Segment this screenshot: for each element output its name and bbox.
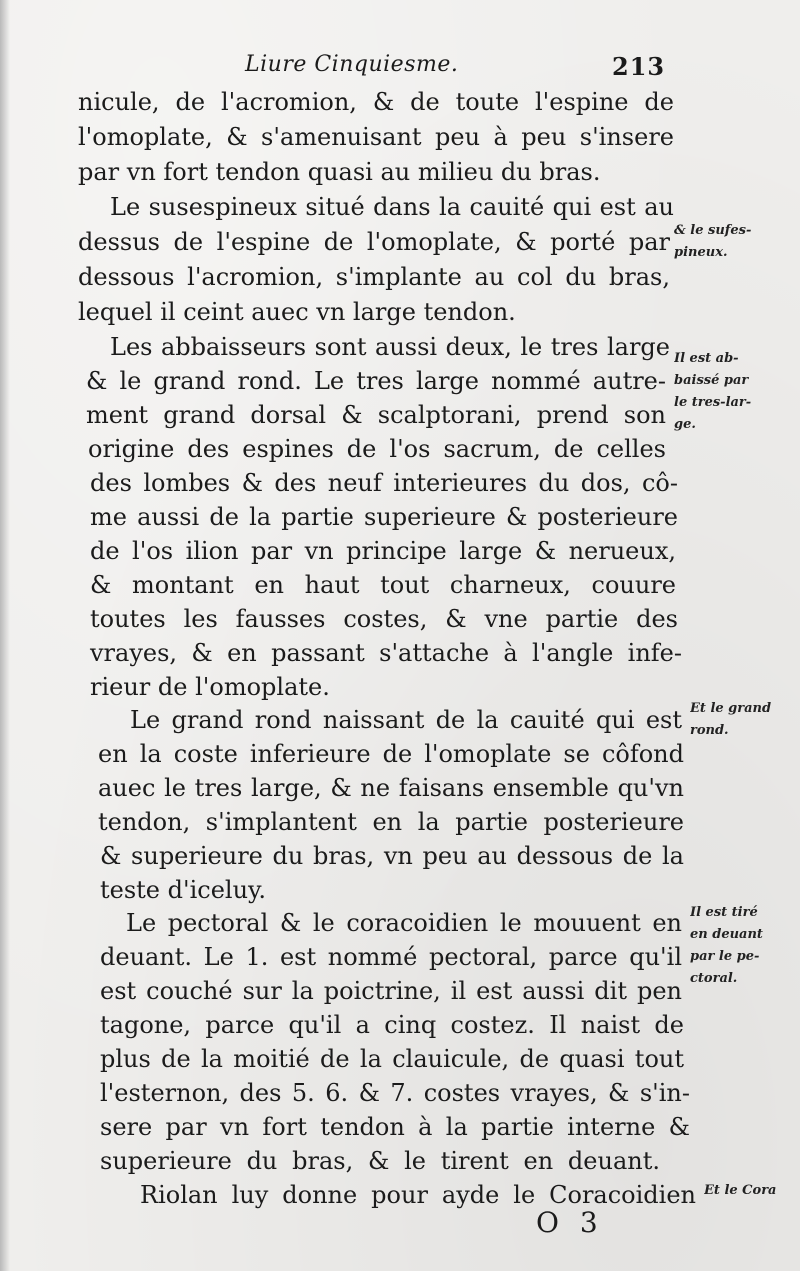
running-title: Liure Cinquiesme. xyxy=(245,52,459,77)
text-line: teste d'iceluy. xyxy=(100,876,267,904)
margin-note-line: & le sufes- xyxy=(674,223,752,238)
text-line: toutes les fausses costes, & vne partie des xyxy=(90,605,678,633)
text-line: vrayes, & en passant s'attache à l'angle infe- xyxy=(90,639,682,667)
text-line: Riolan luy donne pour ayde le Coracoidien xyxy=(140,1181,696,1209)
page-edge-shadow xyxy=(0,0,10,1271)
text-line: Le pectoral & le coracoidien le mouuent en xyxy=(126,909,682,937)
margin-note-line: le tres-lar- xyxy=(674,395,752,410)
text-line: ment grand dorsal & scalptorani, prend son xyxy=(86,401,666,429)
text-line: tendon, s'implantent en la partie posterieure xyxy=(98,808,684,836)
text-line: & le grand rond. Le tres large nommé autre- xyxy=(86,367,666,395)
margin-note xyxy=(674,220,798,264)
page-number: 213 xyxy=(612,52,666,81)
text-line: dessous l'acromion, s'implante au col du bras, xyxy=(78,263,670,291)
text-line: sere par vn fort tendon à la partie interne & xyxy=(100,1113,690,1141)
text-line: l'esternon, des 5. 6. & 7. costes vrayes, & s'in- xyxy=(100,1079,690,1107)
text-line: origine des espines de l'os sacrum, de celles xyxy=(88,435,666,463)
margin-note-line: Il est ab- xyxy=(674,351,739,366)
margin-note-line: Il est tiré xyxy=(690,905,758,920)
text-line: plus de la moitié de la clauicule, de quasi tout xyxy=(100,1045,684,1073)
margin-note xyxy=(704,1180,798,1202)
text-line: l'omoplate, & s'amenuisant peu à peu s'insere xyxy=(78,123,674,151)
margin-note xyxy=(690,698,798,742)
text-line: superieure du bras, & le tirent en deuant. xyxy=(100,1147,660,1175)
text-line: me aussi de la partie superieure & posterieure xyxy=(90,503,678,531)
margin-note-line: baissé par xyxy=(674,373,749,388)
text-line: est couché sur la poictrine, il est aussi dit pen xyxy=(100,977,682,1005)
text-line: nicule, de l'acromion, & de toute l'espine de xyxy=(78,88,674,116)
text-line: Les abbaisseurs sont aussi deux, le tres large xyxy=(110,333,670,361)
margin-note-line: par le pe- xyxy=(690,949,760,964)
text-line: par vn fort tendon quasi au milieu du bras. xyxy=(78,158,601,186)
text-line: dessus de l'espine de l'omoplate, & porté par xyxy=(78,228,670,256)
text-line: des lombes & des neuf interieures du dos, cô- xyxy=(90,469,678,497)
text-line: lequel il ceint auec vn large tendon. xyxy=(78,298,516,326)
text-line: en la coste inferieure de l'omoplate se côfond xyxy=(98,740,684,768)
text-line: de l'os ilion par vn principe large & nerueux, xyxy=(90,537,676,565)
margin-note-line: pineux. xyxy=(674,245,728,260)
text-line: tagone, parce qu'il a cinq costez. Il naist de xyxy=(100,1011,684,1039)
margin-note xyxy=(674,348,798,436)
margin-note-line: Et le grand xyxy=(690,701,772,716)
text-line: rieur de l'omoplate. xyxy=(90,673,330,701)
text-line: & montant en haut tout charneux, couure xyxy=(90,571,676,599)
page-header xyxy=(0,52,800,86)
text-line: auec le tres large, & ne faisans ensemble qu'vn xyxy=(98,774,684,802)
text-line: Le susespineux situé dans la cauité qui est au xyxy=(110,193,674,221)
margin-note xyxy=(690,902,798,990)
text-line: & superieure du bras, vn peu au dessous de la xyxy=(100,842,684,870)
margin-note-line: ge. xyxy=(674,417,696,432)
margin-note-line: ctoral. xyxy=(690,971,738,986)
margin-note-line: en deuant xyxy=(690,927,763,942)
margin-note-line: Et le Cora xyxy=(704,1183,777,1198)
signature-mark: O 3 xyxy=(536,1206,604,1239)
text-line: deuant. Le 1. est nommé pectoral, parce qu'il xyxy=(100,943,682,971)
text-line: Le grand rond naissant de la cauité qui est xyxy=(130,706,682,734)
margin-note-line: rond. xyxy=(690,723,729,738)
